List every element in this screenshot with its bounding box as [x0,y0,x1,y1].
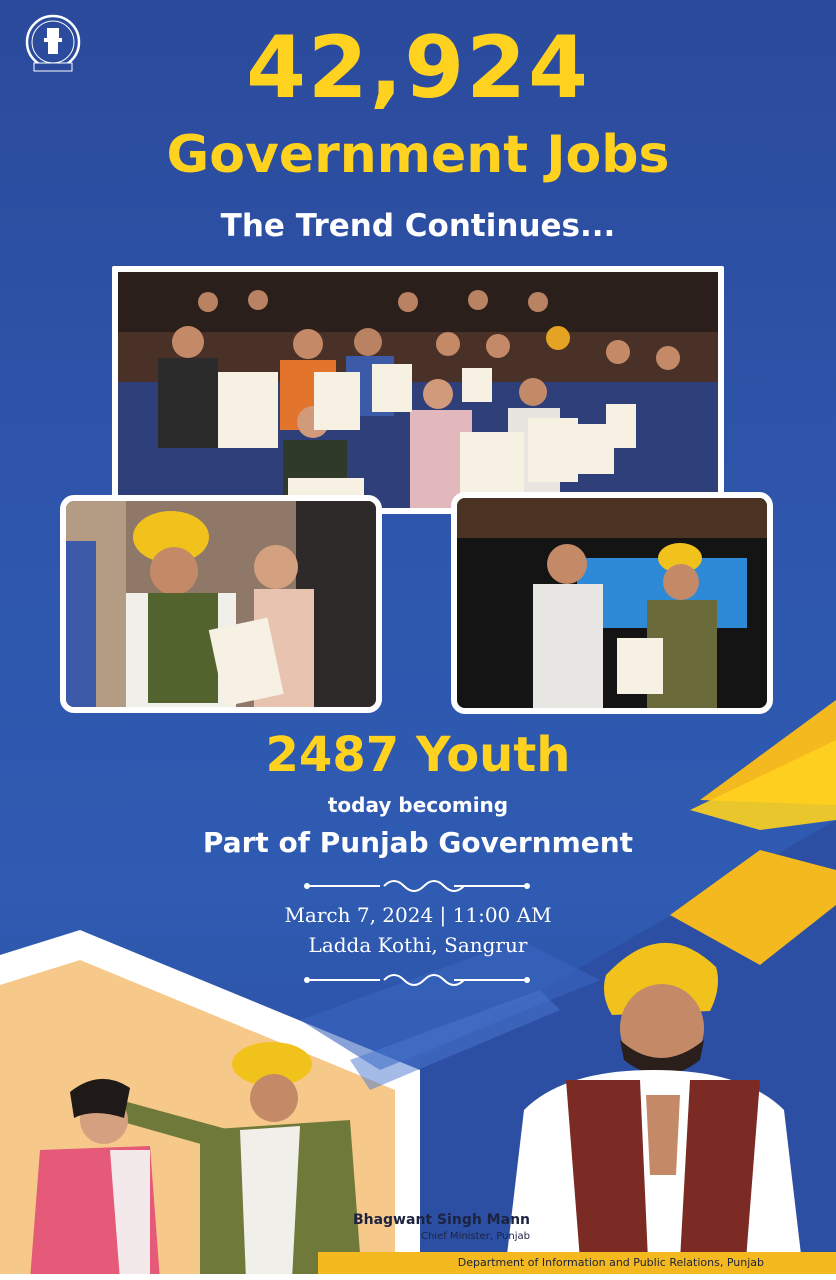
youth-count: 2487 Youth [265,727,571,783]
event-venue: Ladda Kothi, Sangrur [308,933,528,957]
headline-jobs-count: 42,924 [246,18,590,118]
signature-name: Bhagwant Singh Mann [352,1212,530,1228]
tagline-trend: The Trend Continues... [220,208,616,244]
event-date-time: March 7, 2024 | 11:00 AM [284,903,552,927]
signature-title: Chief Minister, Punjab [420,1231,530,1242]
today-becoming: today becoming [327,793,509,817]
headline-government-jobs: Government Jobs [166,125,670,185]
part-of-punjab-government: Part of Punjab Government [202,826,634,859]
bottom-strip [0,1274,836,1280]
footer-department: Department of Information and Public Relations, Punjab [457,1256,764,1269]
